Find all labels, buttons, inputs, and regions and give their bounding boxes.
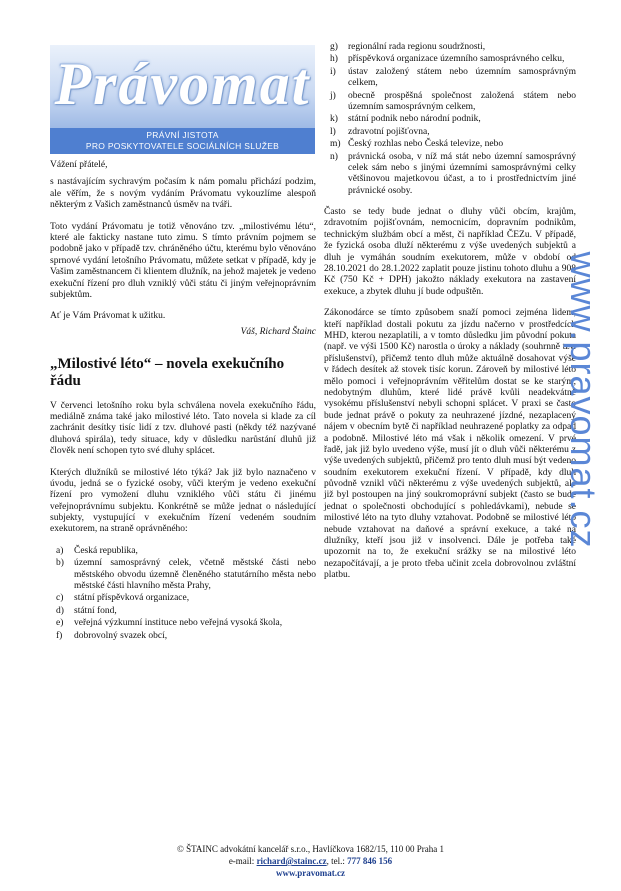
list-item: c) státní příspěvková organizace, bbox=[56, 593, 190, 604]
footer-email-label: e-mail: bbox=[228, 856, 257, 866]
list-item: n) právnická osoba, v níž má stát nebo územní samosprávný celek sám nebo s jinými územními samosprávnými celky většinovou majetkovou účast, a to i prostřednictvím jiné právnické osoby. bbox=[330, 151, 576, 196]
signature: Váš, Richard Štainc bbox=[240, 326, 316, 337]
subjects-list-part-2 bbox=[324, 42, 576, 197]
article-paragraph-2: Kterých dlužníků se milostivé léto týká? Jak již bylo naznačeno v úvodu, jedná se o fyzické osoby, vůči kterým je vedeno exekuční řízení pro vymožení dluhu vzniklého vůči státu či jinému veřejnoprávnímu subjektu. Konkrétně se může jednat o následující subjekty, vystupující v exekučním řízení vedeném soudním exekutorem, na straně oprávněného: bbox=[50, 467, 316, 535]
article-heading: „Milostivé léto“ – novela exekučního řádu bbox=[50, 356, 285, 390]
article-paragraph-3: Často se tedy bude jednat o dluhy vůči obcím, krajům, zdravotním pojišťovnám, nemocnicím, dopravním podnikům, technickým službám obcí a měst, či například ČEZu. V případě, že fyzická osoba dluží některému z výše uvedených subjektů a dluh je vymáhán soudním exekutorem, může v období od 28.10.2021 do 28.1.2022 zaplatit pouze jistinu tohoto dluhu a 908 Kč (750 Kč + DPH) jakožto náklady exekutora na zastavení exekuce, a zbytek dluhu jí bude odpuštěn. bbox=[324, 207, 576, 297]
footer-website-link[interactable]: www.pravomat.cz bbox=[276, 868, 345, 878]
footer-contact bbox=[0, 855, 621, 867]
footer-email-link[interactable]: richard@stainc.cz bbox=[256, 856, 327, 866]
article-paragraph-1: V červenci letošního roku byla schválena novela exekučního řádu, mediálně známa také jako milostivé léto. Tato novela si klade za cíl zachránit desítky tisíc lidí z tzv. dluhové pasti (někdy též nazývané dluhová spirála), tedy situace, kdy v důsledku narůstání dluhů již člověk není schopen tyto své dluhy splácet. bbox=[50, 400, 316, 457]
list-item: m) Český rozhlas nebo Česká televize, nebo bbox=[330, 139, 504, 150]
footer-address: © ŠTAINC advokátní kancelář s.r.o., Havlíčkova 1682/15, 110 00 Praha 1 bbox=[177, 844, 444, 854]
footer bbox=[0, 843, 621, 879]
left-column bbox=[50, 160, 316, 643]
list-item: e) veřejná výzkumní instituce nebo veřejná vysoká škola, bbox=[56, 618, 283, 629]
list-item: h) příspěvková organizace územního samosprávného celku, bbox=[330, 54, 565, 65]
list-item: d) státní fond, bbox=[56, 605, 117, 616]
list-item: k) státní podnik nebo národní podnik, bbox=[330, 114, 481, 125]
side-url-watermark: www.pravomat.cz bbox=[563, 251, 604, 549]
logo-tagline-1: PRÁVNÍ JISTOTA bbox=[146, 130, 219, 140]
list-item: j) obecně prospěšná společnost založená státem nebo územním samosprávným celkem, bbox=[330, 90, 576, 112]
intro-paragraph-1: s nastávajícím sychravým počasím k nám pomalu přichází podzim, ale věřím, že s novým vydáním Právomatu vykouzlíme alespoň některým z Vašich zaměstnanců úsměv na tváři. bbox=[50, 177, 316, 211]
greeting: Vážení přátelé, bbox=[50, 160, 108, 170]
footer-tel: 777 846 156 bbox=[347, 856, 393, 866]
logo-tagline-2: PRO POSKYTOVATELE SOCIÁLNÍCH SLUŽEB bbox=[85, 141, 280, 151]
right-column bbox=[324, 42, 576, 592]
list-item: l) zdravotní pojišťovna, bbox=[330, 126, 430, 137]
list-item: i) ústav založený státem nebo územním samosprávným celkem, bbox=[330, 66, 576, 89]
list-item: a) Česká republika, bbox=[56, 545, 138, 556]
intro-paragraph-2: Toto vydání Právomatu je totiž věnováno tzv. „milostivému létu“, které ale fakticky nastane tuto zimu. S tímto právním pojmem se podobně jako v případě tzv. chráněného účtu, kterému bylo věnováno sprnové vydání letošního Právomatu, můžete setkat v případě, kdy je Vašim zaměstnancem či klientem dlužník, na jehož majetek je vedeno exekuční řízení pro dluh vzniklý vůči státu či jiným veřejnoprávním subjektům. bbox=[50, 221, 316, 300]
intro-paragraph-3: Ať je Vám Právomat k užitku. bbox=[50, 311, 166, 322]
list-item: f) dobrovolný svazek obcí, bbox=[56, 630, 168, 641]
logo-title: Právomat bbox=[54, 51, 311, 117]
list-item: b) územní samosprávný celek, včetně městské části nebo městského obvodu územně členěného statutárního města nebo městské části hlavního města Prahy, bbox=[56, 558, 316, 592]
pravomat-logo bbox=[50, 45, 315, 154]
logo-band bbox=[50, 128, 315, 154]
footer-tel-label: , tel.: bbox=[326, 856, 348, 866]
article-paragraph-4: Zákonodárce se tímto způsobem snaží pomoci zejména lidem, kteří například dostali pokutu za jízdu načerno v prostředcích MHD, kterou nezaplatili, a v tomto důsledku jim původní pokuta (např. ve výši 1500 Kč) narostla o úroky a náklady (souhrnně tzv. příslušenství), přičemž tento dluh může aktuálně dosahovat výše v řádech desítek až stovek tisíc korun. Zároveň by milostivé léto mělo pomoci i veřejnoprávním věřitelům dostat se ke starým, nedobytným dluhům, které lidé právě kvůli neadekvátně vysokému příslušenství nebyli schopni splácet. V praxi se často bude jednat právě o pokuty za neuhrazené jízdné, nezaplacený nájem v obecním bytě či například neuhrazené poplatky za odpad a podobně. Milostivé léto má však i několik omezení. V prvé řadě, jak již bylo uvedeno výše, musí jít o dluh vůči některému z výše uvedených subjektů, přičemž pro tento dluh musí být vedeno soudním exekutorem exekuční řízení. V případě, kdy dluh původně vznikl vůči některému z výše uvedených subjektů, ale již byl postoupen na jiný soukromoprávní subjekt (často se bude jednat o společnosti obchodující s pohledávkami), nebude se milostivé léto na tyto dluhy vztahovat. Podobně se milostivé léto nebude vztahovat na daňové a správní exekuce, a také na dlužníky, kteří jsou již v insolvenci. Dále je potřeba také upozornit na to, že exekuční srážky se na milostivé léto nezapočítávají, a je proto třeba učinit zcela dobrovolnou zvláštní platbu. bbox=[324, 308, 576, 581]
list-item: g) regionální rada regionu soudržnosti, bbox=[330, 42, 486, 52]
subjects-list-part-1 bbox=[50, 546, 316, 642]
